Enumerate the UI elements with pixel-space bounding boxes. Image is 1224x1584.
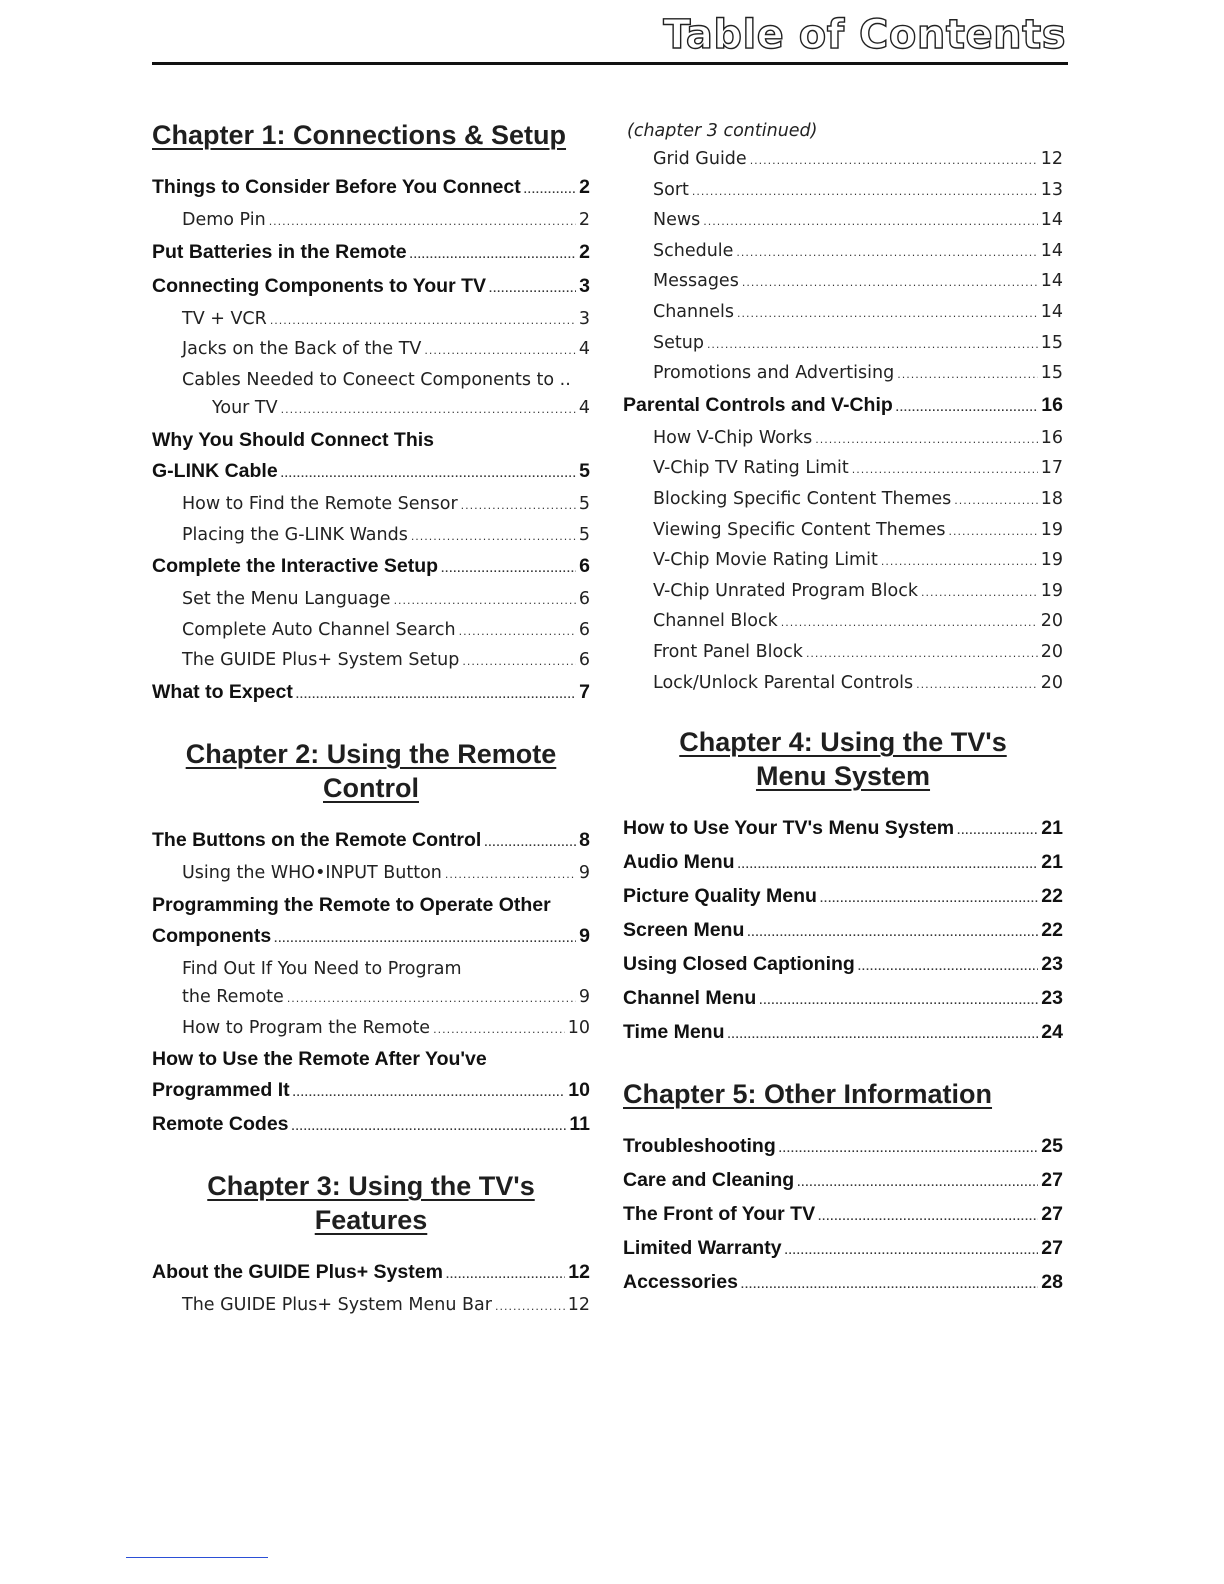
dot-leader	[459, 618, 576, 647]
toc-entry-label: TV + VCR	[182, 308, 267, 329]
toc-entry-label: Set the Menu Language	[182, 589, 391, 610]
toc-entry-page: 19	[1040, 519, 1063, 540]
toc-entry-page: 10	[567, 1017, 590, 1038]
toc-entry-label: Time Menu	[623, 1021, 725, 1044]
continued-label: (chapter 3 continued)	[627, 121, 818, 141]
dot-leader	[269, 208, 576, 237]
toc-entry-label: V-Chip TV Rating Limit	[653, 458, 849, 479]
toc-entry-page: 13	[1040, 179, 1063, 200]
toc-entry-page: 6	[579, 555, 590, 578]
toc-entry-placing-the-g-link-wands[interactable]	[152, 521, 590, 552]
toc-entry-label: Why You Should Connect This	[152, 428, 435, 451]
toc-entry-page: 5	[578, 524, 590, 545]
toc-entry-what-to-expect[interactable]	[152, 677, 590, 711]
toc-entry-label: Setup	[653, 332, 704, 353]
header-rule	[152, 62, 1068, 65]
dot-leader	[785, 1236, 1039, 1267]
toc-entry-page: 22	[1041, 885, 1063, 908]
toc-entry-complete-the-interactive-setup[interactable]	[152, 551, 590, 585]
chapter-heading-line: Control	[323, 772, 419, 803]
toc-entry-label: Channels	[653, 301, 734, 322]
toc-entry-why-you-should-connect-this[interactable]	[152, 425, 590, 456]
toc-entry-page: 28	[1041, 1271, 1063, 1294]
toc-entry-page: 27	[1041, 1169, 1063, 1192]
chapter-heading[interactable]	[152, 1169, 590, 1237]
toc-entry-label: Cables Needed to Coneect Components to ..	[182, 369, 571, 390]
toc-entry-page: 17	[1040, 458, 1063, 479]
chapter-heading-line: Chapter 2: Using the Remote	[185, 738, 557, 769]
toc-entry-page: 4	[578, 398, 590, 419]
dot-leader	[747, 918, 1038, 949]
toc-entry-page: 6	[578, 619, 590, 640]
toc-entry-page: 3	[578, 308, 590, 329]
dot-leader	[815, 426, 1037, 455]
dot-leader	[897, 361, 1038, 390]
toc-entry-label: The Front of Your TV	[623, 1203, 816, 1226]
toc-entry-find-out-if-you-need-to-program[interactable]	[152, 955, 590, 984]
dot-leader	[750, 147, 1038, 176]
dot-leader	[779, 1134, 1039, 1165]
toc-entry-cables-needed-to-coneect-components-to[interactable]	[152, 366, 590, 395]
dot-leader	[484, 828, 576, 859]
toc-entry-the-guide-plus-system-menu-bar[interactable]	[152, 1291, 590, 1322]
toc-entry-label: Using the WHO•INPUT Button	[182, 862, 442, 883]
toc-entry-v-chip-unrated-program-block[interactable]	[623, 577, 1063, 608]
dot-leader	[736, 239, 1037, 268]
toc-entry-sort[interactable]	[623, 176, 1063, 207]
toc-entry-demo-pin[interactable]	[152, 206, 590, 237]
toc-entry-messages[interactable]	[623, 267, 1063, 298]
toc-entry-page: 21	[1041, 851, 1063, 874]
toc-entry-tv-vcr[interactable]	[152, 305, 590, 336]
toc-entry-label: News	[653, 210, 701, 231]
toc-entry-label: Audio Menu	[623, 851, 735, 874]
toc-entry-page: 12	[567, 1295, 590, 1316]
toc-entry-grid-guide[interactable]	[623, 145, 1063, 176]
toc-entry-care-and-cleaning[interactable]	[623, 1165, 1063, 1199]
toc-entry-complete-auto-channel-search[interactable]	[152, 616, 590, 647]
toc-entry-page: 23	[1041, 953, 1063, 976]
chapter-heading-line: Chapter 5: Other Information	[623, 1079, 993, 1110]
toc-entry-connecting-components-to-your-tv[interactable]	[152, 271, 590, 305]
toc-entry-page: 14	[1040, 301, 1063, 322]
toc-entry-lock-unlock-parental-controls[interactable]	[623, 669, 1063, 700]
toc-entry-v-chip-movie-rating-limit[interactable]	[623, 546, 1063, 577]
dot-leader	[742, 269, 1038, 298]
dot-leader	[797, 1168, 1038, 1199]
toc-entry-page: 24	[1041, 1021, 1063, 1044]
dot-leader	[692, 178, 1038, 207]
toc-entry-page: 6	[578, 650, 590, 671]
toc-entry-label: Components	[152, 924, 272, 947]
dot-leader	[495, 1293, 565, 1322]
toc-entry-promotions-and-advertising[interactable]	[623, 359, 1063, 390]
toc-entry-label: Remote Codes	[152, 1113, 289, 1136]
page-title: Table of Contents	[663, 12, 1066, 58]
toc-entry-label: Channel Block	[653, 611, 778, 632]
toc-entry-parental-controls-and-v-chip[interactable]	[623, 390, 1063, 424]
toc-entry-page: 14	[1040, 210, 1063, 231]
footer-link-underline	[126, 1557, 268, 1558]
dot-leader	[741, 1270, 1038, 1301]
toc-entry-label: How to Find the Remote Sensor	[182, 493, 458, 514]
toc-entry-how-to-program-the-remote[interactable]	[152, 1014, 590, 1045]
toc-entry-how-to-use-your-tv-s-menu-system[interactable]	[623, 813, 1063, 847]
toc-entry-label: How V-Chip Works	[653, 427, 813, 448]
toc-entry-label: Find Out If You Need to Program	[182, 958, 462, 979]
toc-entry-page: 12	[1040, 149, 1063, 169]
toc-entry-page: 9	[579, 924, 590, 947]
chapter-section	[623, 1077, 1063, 1301]
toc-entry-label: Viewing Specific Content Themes	[653, 519, 946, 540]
dot-leader	[446, 1260, 565, 1291]
chapter-heading-line: Chapter 4: Using the TV's	[679, 727, 1007, 758]
toc-entry-blocking-specific-content-themes[interactable]	[623, 485, 1063, 516]
toc-entry-how-to-use-the-remote-after-you-ve[interactable]	[152, 1044, 590, 1075]
chapter-section	[152, 737, 590, 1143]
dot-leader	[852, 456, 1038, 485]
chapter-heading-line: Chapter 3: Using the TV's	[207, 1171, 535, 1202]
toc-entry-label: How to Program the Remote	[182, 1017, 431, 1038]
toc-entry-page: 2	[579, 240, 590, 263]
dot-leader	[462, 648, 576, 677]
toc-entry-page: 20	[1040, 641, 1063, 662]
toc-entry-label: Channel Menu	[623, 987, 757, 1010]
toc-entry-page: 9	[578, 987, 590, 1008]
toc-entry-schedule[interactable]	[623, 237, 1063, 268]
toc-entry-components[interactable]	[152, 921, 590, 955]
dot-leader	[818, 1202, 1038, 1233]
dot-leader	[948, 518, 1037, 547]
toc-entry-how-v-chip-works[interactable]	[623, 424, 1063, 455]
toc-entry-label: Front Panel Block	[653, 641, 803, 662]
dot-leader	[489, 274, 576, 305]
toc-entry-label: Complete the Interactive Setup	[152, 555, 439, 578]
toc-entry-label: Parental Controls and V-Chip	[623, 393, 893, 416]
toc-entry-label: Jacks on the Back of the TV	[182, 339, 422, 360]
toc-entry-page: 27	[1041, 1203, 1063, 1226]
toc-entry-about-the-guide-plus-system[interactable]	[152, 1257, 590, 1291]
dot-leader	[445, 861, 576, 890]
dot-leader	[270, 307, 576, 336]
toc-entry-using-closed-captioning[interactable]	[623, 949, 1063, 983]
toc-entry-limited-warranty[interactable]	[623, 1233, 1063, 1267]
toc-entry-page: 23	[1041, 987, 1063, 1010]
toc-entry-page: 19	[1040, 550, 1063, 571]
toc-entry-your-tv[interactable]	[152, 394, 590, 425]
dot-leader	[707, 331, 1038, 360]
chapter-heading[interactable]	[152, 737, 590, 805]
dot-leader	[957, 816, 1038, 847]
toc-entry-label: Troubleshooting	[623, 1135, 776, 1158]
toc-entry-page: 7	[579, 680, 590, 703]
toc-entry-label: the Remote	[182, 987, 284, 1008]
toc-entry-the-remote[interactable]	[152, 983, 590, 1014]
toc-entry-page: 6	[578, 589, 590, 610]
toc-entry-audio-menu[interactable]	[623, 847, 1063, 881]
dot-leader	[394, 587, 576, 616]
toc-entry-label: Connecting Components to Your TV	[152, 274, 487, 297]
toc-entry-label: Messages	[653, 271, 739, 292]
toc-entry-programmed-it[interactable]	[152, 1075, 590, 1109]
dot-leader	[292, 1112, 567, 1143]
toc-entry-troubleshooting[interactable]	[623, 1131, 1063, 1165]
dot-leader	[738, 850, 1039, 881]
toc-entry-label: V-Chip Movie Rating Limit	[653, 550, 878, 571]
toc-entry-page: 8	[579, 828, 590, 851]
dot-leader	[896, 393, 1039, 424]
toc-entry-page: 15	[1040, 363, 1063, 384]
toc-entry-remote-codes[interactable]	[152, 1109, 590, 1143]
toc-entry-v-chip-tv-rating-limit[interactable]	[623, 454, 1063, 485]
dot-leader	[737, 300, 1038, 329]
toc-entry-page: 20	[1040, 672, 1063, 693]
dot-leader	[410, 240, 577, 271]
toc-entry-jacks-on-the-back-of-the-tv[interactable]	[152, 335, 590, 366]
dot-leader	[433, 1016, 565, 1045]
dot-leader	[274, 924, 576, 955]
toc-entry-time-menu[interactable]	[623, 1017, 1063, 1051]
toc-entry-page: 15	[1040, 332, 1063, 353]
toc-entry-page: 10	[568, 1079, 590, 1102]
toc-entry-label: Limited Warranty	[623, 1237, 782, 1260]
dot-leader	[881, 548, 1038, 577]
toc-entry-label: Placing the G-LINK Wands	[182, 524, 408, 545]
dot-leader	[424, 337, 575, 366]
toc-entry-label: Programming the Remote to Operate Other	[152, 893, 551, 916]
toc-entry-front-panel-block[interactable]	[623, 638, 1063, 669]
dot-leader	[759, 986, 1038, 1017]
toc-entry-label: G-LINK Cable	[152, 459, 278, 482]
chapter-3-continued-section	[623, 117, 1063, 699]
dot-leader	[281, 459, 576, 490]
chapter-heading-line: Menu System	[755, 761, 931, 792]
toc-entry-accessories[interactable]	[623, 1267, 1063, 1301]
toc-entry-channels[interactable]	[623, 298, 1063, 329]
toc-entry-label: Screen Menu	[623, 919, 745, 942]
toc-entry-the-buttons-on-the-remote-control[interactable]	[152, 825, 590, 859]
toc-entry-label: Put Batteries in the Remote	[152, 240, 407, 263]
dot-leader	[293, 1078, 566, 1109]
toc-entry-label: What to Expect	[152, 680, 293, 703]
toc-left-column	[152, 118, 590, 1348]
toc-entry-label: Picture Quality Menu	[623, 885, 817, 908]
toc-entry-label: V-Chip Unrated Program Block	[653, 580, 918, 601]
chapter-section	[152, 118, 590, 711]
toc-entry-label: Schedule	[653, 240, 734, 261]
toc-entry-channel-block[interactable]	[623, 607, 1063, 638]
toc-entry-page: 16	[1040, 427, 1063, 448]
toc-entry-the-guide-plus-system-setup[interactable]	[152, 646, 590, 677]
toc-entry-things-to-consider-before-you-connect[interactable]	[152, 172, 590, 206]
toc-entry-label: Demo Pin	[182, 210, 266, 230]
toc-entry-page: 27	[1041, 1237, 1063, 1260]
toc-entry-label: Grid Guide	[653, 149, 747, 169]
toc-entry-the-front-of-your-tv[interactable]	[623, 1199, 1063, 1233]
dot-leader	[287, 985, 576, 1014]
toc-entry-label: Using Closed Captioning	[623, 953, 855, 976]
toc-entry-page: 4	[578, 339, 590, 360]
toc-entry-label: Blocking Specific Content Themes	[653, 488, 952, 509]
chapter-heading-line: Features	[314, 1205, 428, 1236]
toc-entry-label: The GUIDE Plus+ System Menu Bar	[182, 1295, 492, 1316]
toc-entry-label: The GUIDE Plus+ System Setup	[182, 650, 460, 671]
chapter-heading[interactable]	[152, 118, 590, 152]
toc-entry-page: 5	[578, 493, 590, 514]
dot-leader	[820, 884, 1038, 915]
toc-entry-viewing-specific-content-themes[interactable]	[623, 516, 1063, 547]
toc-entry-put-batteries-in-the-remote[interactable]	[152, 237, 590, 271]
chapter-heading[interactable]	[623, 725, 1063, 793]
chapter-heading[interactable]	[623, 1077, 1063, 1111]
dot-leader	[441, 554, 576, 585]
toc-entry-picture-quality-menu[interactable]	[623, 881, 1063, 915]
toc-entry-label: How to Use the Remote After You've	[152, 1048, 487, 1071]
toc-entry-page: 16	[1041, 393, 1063, 416]
toc-entry-news[interactable]	[623, 206, 1063, 237]
dot-leader	[954, 487, 1037, 516]
dot-leader	[524, 175, 576, 206]
dot-leader	[916, 671, 1038, 700]
toc-entry-page: 9	[578, 862, 590, 883]
toc-entry-page: 25	[1041, 1135, 1063, 1158]
dot-leader	[461, 492, 576, 521]
dot-leader	[806, 640, 1038, 669]
toc-entry-label: Things to Consider Before You Connect	[152, 176, 521, 198]
toc-entry-screen-menu[interactable]	[623, 915, 1063, 949]
toc-entry-label: Promotions and Advertising	[653, 363, 895, 384]
toc-entry-set-the-menu-language[interactable]	[152, 585, 590, 616]
toc-entry-label: Your TV	[212, 398, 278, 419]
toc-entry-label: Programmed It	[152, 1079, 290, 1102]
dot-leader	[728, 1020, 1039, 1051]
toc-entry-programming-the-remote-to-operate-other[interactable]	[152, 890, 590, 921]
toc-right-column	[623, 117, 1063, 1327]
dot-leader	[703, 208, 1037, 237]
dot-leader	[296, 680, 576, 711]
chapter-section	[152, 1169, 590, 1322]
dot-leader	[781, 609, 1038, 638]
toc-entry-label: Care and Cleaning	[623, 1169, 795, 1192]
chapter-heading-line: Chapter 1: Connections & Setup	[152, 120, 567, 150]
toc-entry-page: 20	[1040, 611, 1063, 632]
dot-leader	[411, 523, 576, 552]
toc-entry-channel-menu[interactable]	[623, 983, 1063, 1017]
toc-entry-label: The Buttons on the Remote Control	[152, 828, 482, 851]
toc-entry-page: 18	[1040, 488, 1063, 509]
toc-entry-setup[interactable]	[623, 329, 1063, 360]
toc-entry-page: 2	[578, 210, 590, 230]
toc-entry-page: 14	[1040, 240, 1063, 261]
toc-entry-page: 3	[579, 274, 590, 297]
toc-entry-page: 14	[1040, 271, 1063, 292]
toc-entry-g-link-cable[interactable]	[152, 456, 590, 490]
toc-entry-label: Accessories	[623, 1271, 738, 1294]
toc-entry-page: 5	[579, 459, 590, 482]
toc-entry-label: About the GUIDE Plus+ System	[152, 1261, 443, 1284]
toc-entry-using-the-who-input-button[interactable]	[152, 859, 590, 890]
toc-entry-page: 11	[569, 1113, 590, 1136]
toc-entry-how-to-find-the-remote-sensor[interactable]	[152, 490, 590, 521]
dot-leader	[281, 396, 576, 425]
toc-entry-page: 2	[579, 176, 590, 198]
toc-entry-page: 19	[1040, 580, 1063, 601]
toc-entry-page: 12	[568, 1261, 590, 1284]
toc-entry-label: Lock/Unlock Parental Controls	[653, 672, 914, 693]
toc-entry-label: Complete Auto Channel Search	[182, 619, 456, 640]
toc-entry-label: Sort	[653, 179, 689, 200]
chapter-section	[623, 725, 1063, 1051]
dot-leader	[858, 952, 1038, 983]
toc-entry-label: How to Use Your TV's Menu System	[623, 817, 955, 840]
toc-entry-page: 21	[1041, 817, 1063, 840]
dot-leader	[921, 579, 1038, 608]
toc-entry-page: 22	[1041, 919, 1063, 942]
